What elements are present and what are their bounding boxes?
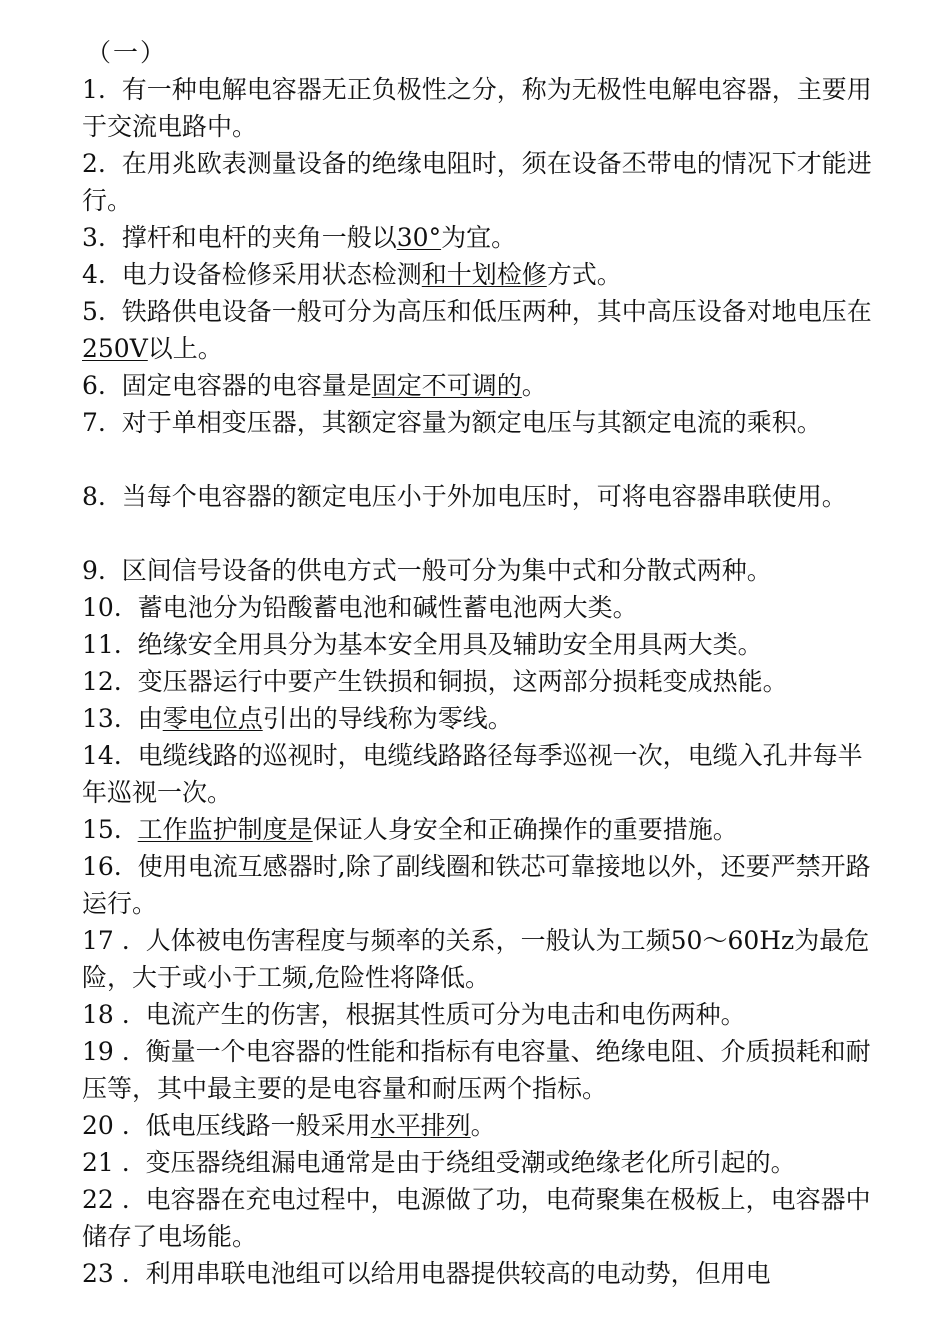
question-text: 铁路供电设备一般可分为高压和低压两种，其中高压设备对地电压在 [121,297,872,326]
underlined-answer: 30° [396,223,442,252]
question-text: 电力设备检修采用状态检测 [121,260,422,289]
question-text: 。 [521,371,547,400]
underlined-answer: 和十划检修 [421,260,547,289]
question-number: 19 . [82,1037,130,1066]
question-text: 绝缘安全用具分为基本安全用具及辅助安全用具两大类。 [137,630,763,659]
question-item [82,1107,882,1144]
question-text: 为宜。 [441,223,517,252]
question-item [82,552,882,589]
question-item [82,1255,882,1292]
question-text: 当每个电容器的额定电压小于外加电压时，可将电容器串联使用。 [121,482,847,511]
question-text: 以上。 [147,334,223,363]
underlined-answer: 固定不可调的 [371,371,522,400]
question-number: 23 . [82,1259,130,1288]
question-number: 22 . [82,1185,130,1214]
question-item [82,700,882,737]
question-list [82,71,882,1292]
underlined-answer: 250V [82,334,148,363]
question-number: 11. [82,630,122,659]
question-item [82,145,882,219]
question-item [82,256,882,293]
question-item [82,811,882,848]
question-number: 21 . [82,1148,130,1177]
question-number: 4. [82,260,106,289]
question-text: 有一种电解电容器无正负极性之分，称为无极性电解电容器，主要用于交流电路中。 [82,75,872,141]
question-text: 利用串联电池组可以给用电器提供较高的电动势，但用电 [145,1259,771,1288]
question-item [82,219,882,256]
question-text: 电缆线路的巡视时，电缆线路路径每季巡视一次，电缆入孔井每半年巡视一次。 [82,741,863,807]
question-text: 固定电容器的电容量是 [121,371,372,400]
question-number: 6. [82,371,106,400]
question-number: 8. [82,482,106,511]
question-item [82,848,882,922]
question-item [82,737,882,811]
section-title: （一） [86,38,168,67]
question-number: 16. [82,852,122,881]
question-text: 方式。 [546,260,622,289]
question-text: 蓄电池分为铅酸蓄电池和碱性蓄电池两大类。 [137,593,638,622]
question-number: 20 . [82,1111,130,1140]
question-number: 10. [82,593,122,622]
question-text: 引出的导线称为零线。 [262,704,513,733]
question-text: 保证人身安全和正确操作的重要措施。 [312,815,738,844]
underlined-answer: 零电位点 [162,704,263,733]
question-item [82,663,882,700]
question-number: 14. [82,741,122,770]
question-number: 13. [82,704,122,733]
question-number: 7. [82,408,106,437]
question-item [82,293,882,367]
question-item [82,589,882,626]
question-item [82,1181,882,1255]
question-item [82,367,882,404]
question-text: 人体被电伤害程度与频率的关系，一般认为工频50〜60Hz为最危险，大于或小于工频,危险性将降低。 [82,926,870,992]
document-body [82,34,882,1292]
question-text: 衡量一个电容器的性能和指标有电容量、绝缘电阻、介质损耗和耐压等，其中最主要的是电容量和耐压两个指标。 [82,1037,871,1103]
question-text: 。 [470,1111,496,1140]
question-text: 撑杆和电杆的夹角一般以 [121,223,397,252]
question-text: 区间信号设备的供电方式一般可分为集中式和分散式两种。 [121,556,772,585]
question-item [82,71,882,145]
underlined-answer: 工作监护制度是 [137,815,313,844]
question-item [82,404,882,478]
question-number: 12. [82,667,122,696]
question-text: 对于单相变压器，其额定容量为额定电压与其额定电流的乘积。 [121,408,822,437]
question-number: 9. [82,556,106,585]
question-item [82,478,882,552]
question-number: 15. [82,815,122,844]
question-number: 1. [82,75,106,104]
question-text: 使用电流互感器时,除了副线圈和铁芯可靠接地以外，还要严禁开路运行。 [82,852,871,918]
question-number: 18 . [82,1000,130,1029]
question-item [82,1033,882,1107]
question-text: 变压器绕组漏电通常是由于绕组受潮或绝缘老化所引起的。 [145,1148,796,1177]
question-text: 电流产生的伤害，根据其性质可分为电击和电伤两种。 [145,1000,746,1029]
question-number: 5. [82,297,106,326]
question-number: 3. [82,223,106,252]
question-item [82,922,882,996]
question-number: 17 . [82,926,130,955]
question-text: 电容器在充电过程中，电源做了功，电荷聚集在极板上，电容器中储存了电场能。 [82,1185,871,1251]
question-item [82,996,882,1033]
question-text: 在用兆欧表测量设备的绝缘电阻时，须在设备丕带电的情况下才能进行。 [82,149,872,215]
question-item [82,1144,882,1181]
question-text: 变压器运行中要产生铁损和铜损，这两部分损耗变成热能。 [137,667,788,696]
question-text: 由 [137,704,163,733]
underlined-answer: 水平排列 [370,1111,471,1140]
question-text: 低电压线路一般采用 [145,1111,371,1140]
question-item [82,626,882,663]
question-number: 2. [82,149,106,178]
